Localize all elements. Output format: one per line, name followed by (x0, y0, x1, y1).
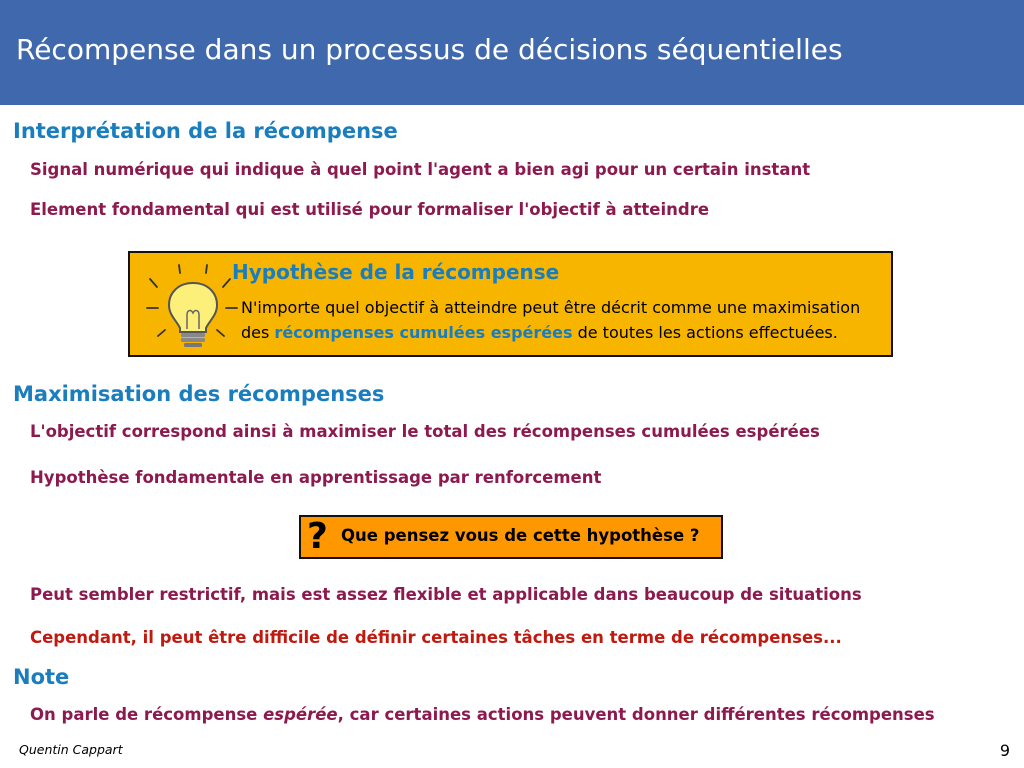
bulb-ray (158, 330, 165, 336)
question-text: Que pensez vous de cette hypothèse ? (341, 526, 700, 545)
hypothesis-text-start: N'importe quel objectif à atteindre peut être décrit comme une maximisation des (241, 298, 861, 342)
question-mark-icon: ? (307, 516, 328, 557)
bulb-glass (169, 283, 217, 332)
slide-title: Récompense dans un processus de décisions séquentielles (16, 33, 843, 66)
section-heading-note: Note (13, 665, 70, 689)
note-item (30, 704, 935, 726)
bulb-ray (150, 279, 157, 287)
hypothesis-highlight: récompenses cumulées espérées (274, 323, 573, 342)
bulb-ray (217, 330, 224, 336)
question-box (299, 515, 723, 559)
bulb-base-ring (181, 333, 205, 337)
hypothesis-box (128, 251, 893, 357)
hypothesis-title: Hypothèse de la récompense (232, 260, 560, 284)
bulb-ray (206, 265, 207, 273)
section-heading-maximisation: Maximisation des récompenses (13, 382, 385, 406)
footer-author: Quentin Cappart (19, 742, 123, 757)
lightbulb-icon (138, 259, 238, 351)
list-item-warning: Cependant, il peut être difficile de définir certaines tâches en terme de récompenses... (30, 628, 842, 647)
note-text-end: , car certaines actions peuvent donner différentes récompenses (337, 705, 935, 724)
list-item: Peut sembler restrictif, mais est assez flexible et applicable dans beaucoup de situations (30, 585, 862, 604)
bulb-base-ring (181, 338, 205, 342)
bulb-ray (179, 265, 180, 273)
bulb-ray (223, 279, 230, 287)
note-emphasis: espérée (263, 705, 338, 724)
page-number: 9 (999, 741, 1010, 760)
bulb-base-tip (184, 343, 202, 347)
note-text-start: On parle de récompense (30, 705, 264, 724)
list-item: Signal numérique qui indique à quel point l'agent a bien agi pour un certain instant (30, 160, 811, 179)
hypothesis-text-end: de toutes les actions effectuées. (572, 323, 838, 342)
title-bar (0, 0, 1024, 105)
list-item: Element fondamental qui est utilisé pour formaliser l'objectif à atteindre (30, 200, 710, 219)
list-item: Hypothèse fondamentale en apprentissage par renforcement (30, 468, 602, 487)
list-item: L'objectif correspond ainsi à maximiser le total des récompenses cumulées espérées (30, 422, 820, 441)
section-heading-interpretation: Interprétation de la récompense (13, 119, 398, 143)
hypothesis-text (241, 295, 891, 345)
